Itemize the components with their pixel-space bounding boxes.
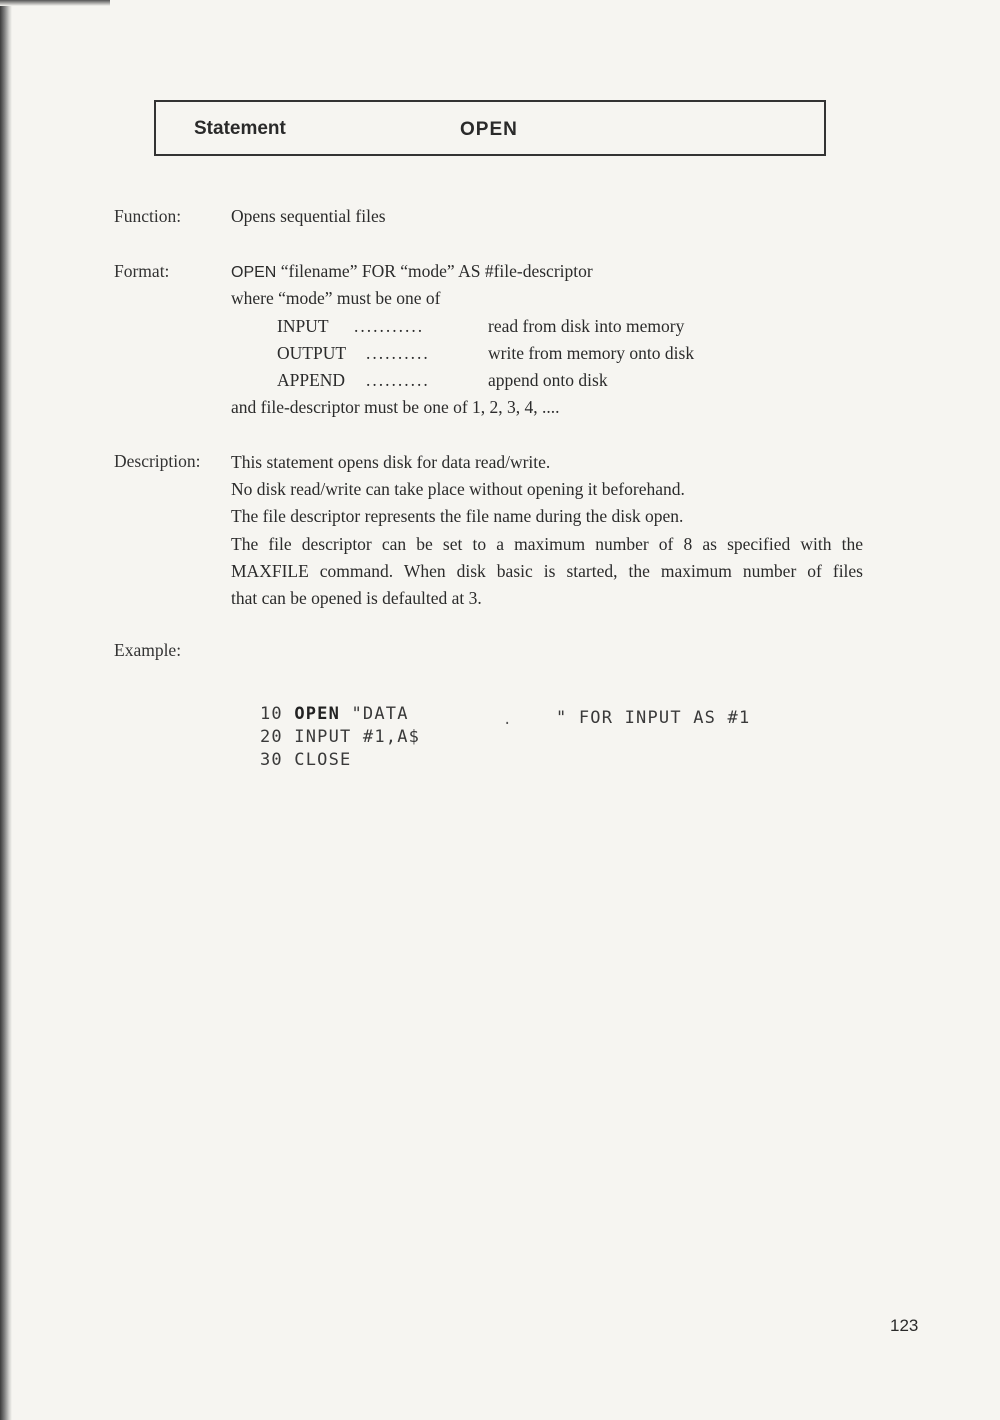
code-text: CLOSE xyxy=(282,750,352,770)
statement-name: OPEN xyxy=(460,119,518,140)
code-mark: . xyxy=(503,712,512,728)
mode-description: write from memory onto disk xyxy=(488,343,695,363)
description-line: This statement opens disk for data read/write. xyxy=(231,452,551,472)
description-line: that can be opened is defaulted at 3. xyxy=(231,588,482,609)
example-label: Example: xyxy=(114,640,182,660)
code-line-30 xyxy=(260,750,351,770)
mode-dots: .......... xyxy=(366,370,430,390)
mode-name: APPEND xyxy=(277,370,346,390)
description-line: No disk read/write can take place without opening it beforehand. xyxy=(231,479,685,500)
format-label: Format: xyxy=(114,261,170,281)
format-syntax xyxy=(231,261,593,282)
binding-edge xyxy=(0,0,12,1420)
format-syntax-keyword: OPEN xyxy=(231,264,277,281)
code-line-number: 30 xyxy=(260,750,283,770)
format-descriptor-note: and file-descriptor must be one of 1, 2, 3, 4, .... xyxy=(231,397,560,417)
statement-label: Statement xyxy=(194,118,286,139)
description-label: Description: xyxy=(114,451,201,471)
code-line-20 xyxy=(260,727,420,747)
page-number: 123 xyxy=(890,1316,919,1335)
description-line: The file descriptor represents the file name during the disk open. xyxy=(231,506,684,527)
mode-dots: ........... xyxy=(354,316,425,336)
code-line-number: 20 xyxy=(260,727,283,747)
statement-header-box xyxy=(154,100,826,156)
format-syntax-rest: “filename” FOR “mode” AS #file-descriptor xyxy=(276,261,593,281)
code-text: "DATA xyxy=(340,704,409,724)
code-keyword: OPEN xyxy=(294,704,341,724)
mode-name: OUTPUT xyxy=(277,343,347,363)
description-line: MAXFILE command. When disk basic is started, the maximum number of files xyxy=(231,560,863,581)
function-text: Opens sequential files xyxy=(231,206,386,226)
code-line-10-tail: " FOR INPUT AS #1 xyxy=(556,708,751,728)
code-text: INPUT #1,A$ xyxy=(282,727,421,747)
format-mode-intro: where “mode” must be one of xyxy=(231,288,441,308)
description-line: The file descriptor can be set to a maximum number of 8 as specified with the xyxy=(231,533,863,554)
function-label: Function: xyxy=(114,206,182,226)
mode-dots: .......... xyxy=(366,343,430,363)
code-line-10 xyxy=(260,704,409,724)
description-text xyxy=(231,449,863,612)
page-top-edge xyxy=(0,0,110,6)
mode-name: INPUT xyxy=(277,316,329,336)
mode-description: read from disk into memory xyxy=(488,316,685,336)
code-line-number: 10 xyxy=(260,704,283,724)
mode-description: append onto disk xyxy=(488,370,608,390)
